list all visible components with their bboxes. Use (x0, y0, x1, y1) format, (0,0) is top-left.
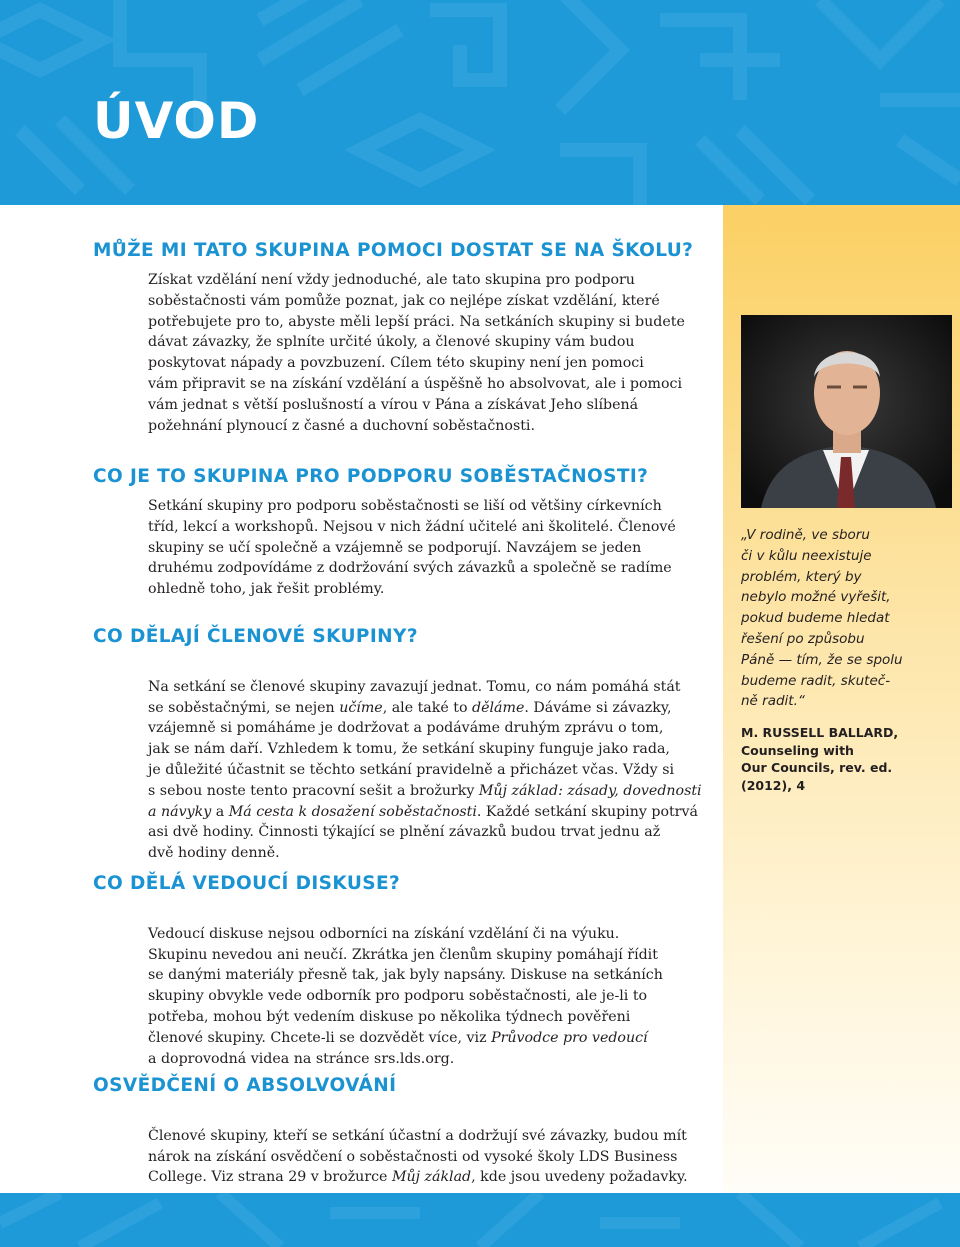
text-run: . Každé setkání skupiny potrvá asi dvě hodiny. Činnosti týkající se plnění závazků budou trvat jednu až dvě hodiny denně. (148, 803, 698, 862)
text-run: Na setkání se členové skupiny zavazují jednat. Tomu, co nám pomáhá stát se soběstačnými, se nejen (148, 678, 681, 716)
text-run-italic: Můj základ (391, 1169, 472, 1186)
page-title: ÚVOD (93, 92, 260, 150)
section-heading: CO JE TO SKUPINA PRO PODPORU SOBĚSTAČNOSTI? (93, 466, 649, 487)
section-body: Setkání skupiny pro podporu soběstačnosti se liší od většiny církevních tříd, lekcí a workshopů. Nejsou v nich žádní učitelé ani školitelé. Členové skupiny se učí společně a vzájemně se podporují. Navzájem se jeden druhému zodpovídáme z dodržování svých závazků a společně se radíme ohledně toho, jak řešit problémy. (148, 498, 676, 598)
section-heading: MŮŽE MI TATO SKUPINA POMOCI DOSTAT SE NA ŠKOLU? (93, 240, 694, 261)
text-run: , ale také to (382, 699, 473, 716)
footer-pattern (0, 1193, 960, 1247)
quote-text: „V rodině, ve sboru či v kůlu neexistuje problém, který by nebylo možné vyřešit, pokud budeme hledat řešení po způsobu Páně — tím, že se spolu budeme radit, skuteč- ně radit.“ (741, 527, 903, 710)
quote-attribution: M. RUSSELL BALLARD, Counseling with Our Councils, rev. ed. (2012), 4 (741, 725, 899, 793)
text-run-italic: děláme (472, 699, 525, 716)
portrait-photo (741, 315, 952, 508)
section-body (148, 656, 703, 864)
text-run-italic: Má cesta k dosažení soběstačnosti (228, 803, 477, 820)
section-heading: CO DĚLAJÍ ČLENOVÉ SKUPINY? (93, 626, 418, 647)
section-what-is-group (93, 466, 703, 600)
text-run: a (211, 803, 229, 820)
text-run-italic: Průvodce pro vedoucí (491, 1029, 648, 1046)
footer-banner (0, 1193, 960, 1247)
section-heading: OSVĚDČENÍ O ABSOLVOVÁNÍ (93, 1075, 397, 1096)
text-run-italic: učíme (339, 699, 383, 716)
section-certificate (93, 1075, 703, 1188)
section-body (148, 903, 703, 1069)
text-run: a doprovodná videa na stránce srs.lds.org. (148, 1050, 455, 1067)
section-leader (93, 873, 703, 1069)
section-members (93, 626, 703, 864)
section-school (93, 240, 703, 436)
sidebar-quote (741, 525, 946, 794)
text-run: , kde jsou uvedeny požadavky. (471, 1169, 688, 1186)
section-heading: CO DĚLÁ VEDOUCÍ DISKUSE? (93, 873, 401, 894)
section-body (148, 1105, 703, 1188)
text-run: Členové skupiny, kteří se setkání účastní a dodržují své závazky, budou mít nárok na získání osvědčení o soběstačnosti od vysoké školy LDS Business College. Viz strana 29 v brožurce (148, 1127, 687, 1186)
header-banner (0, 0, 960, 205)
section-body: Získat vzdělání není vždy jednoduché, ale tato skupina pro podporu soběstačnosti vám pomůže poznat, jak co nejlépe získat vzdělání, které potřebujete pro to, abyste měli lepší práci. Na setkáních skupiny si budete dávat závazky, že splníte určité úkoly, a členové skupiny vám budou poskytovat nápady a povzbuzení. Cílem této skupiny není jen pomoci vám připravit se na získání vzdělání a úspěšně ho absolvovat, ale i pomoci vám jednat s větší poslušností a vírou v Pána a získávat Jeho slíbená požehnání plynoucí z časné a duchovní soběstačnosti. (148, 272, 685, 434)
text-run: Vedoucí diskuse nejsou odborníci na získání vzdělání či na výuku. Skupinu nevedou ani neučí. Zkrátka jen členům skupiny pomáhají řídit se danými materiály přesně tak, jak byly napsány. Diskuse na setkáních skupiny obvykle vede odborník pro podporu soběstačnosti, ale je-li to potřeba, mohou být vedením diskuse po několika týdnech pověřeni členové skupiny. Chcete-li se dozvědět více, viz (148, 925, 663, 1046)
text-run-italic: Můj základ: zásady, dovednosti a návyky (148, 782, 702, 820)
text-run: . Dáváme si závazky, vzájemně si pomáháme je dodržovat a podáváme druhým zprávu o tom, jak se nám daří. Vzhledem k tomu, že setkání skupiny funguje jako rada, je důležité účastnit se těchto setkání pravidelně a přicházet včas. Vždy si s sebou noste tento pracovní sešit a brožurky (148, 699, 675, 799)
